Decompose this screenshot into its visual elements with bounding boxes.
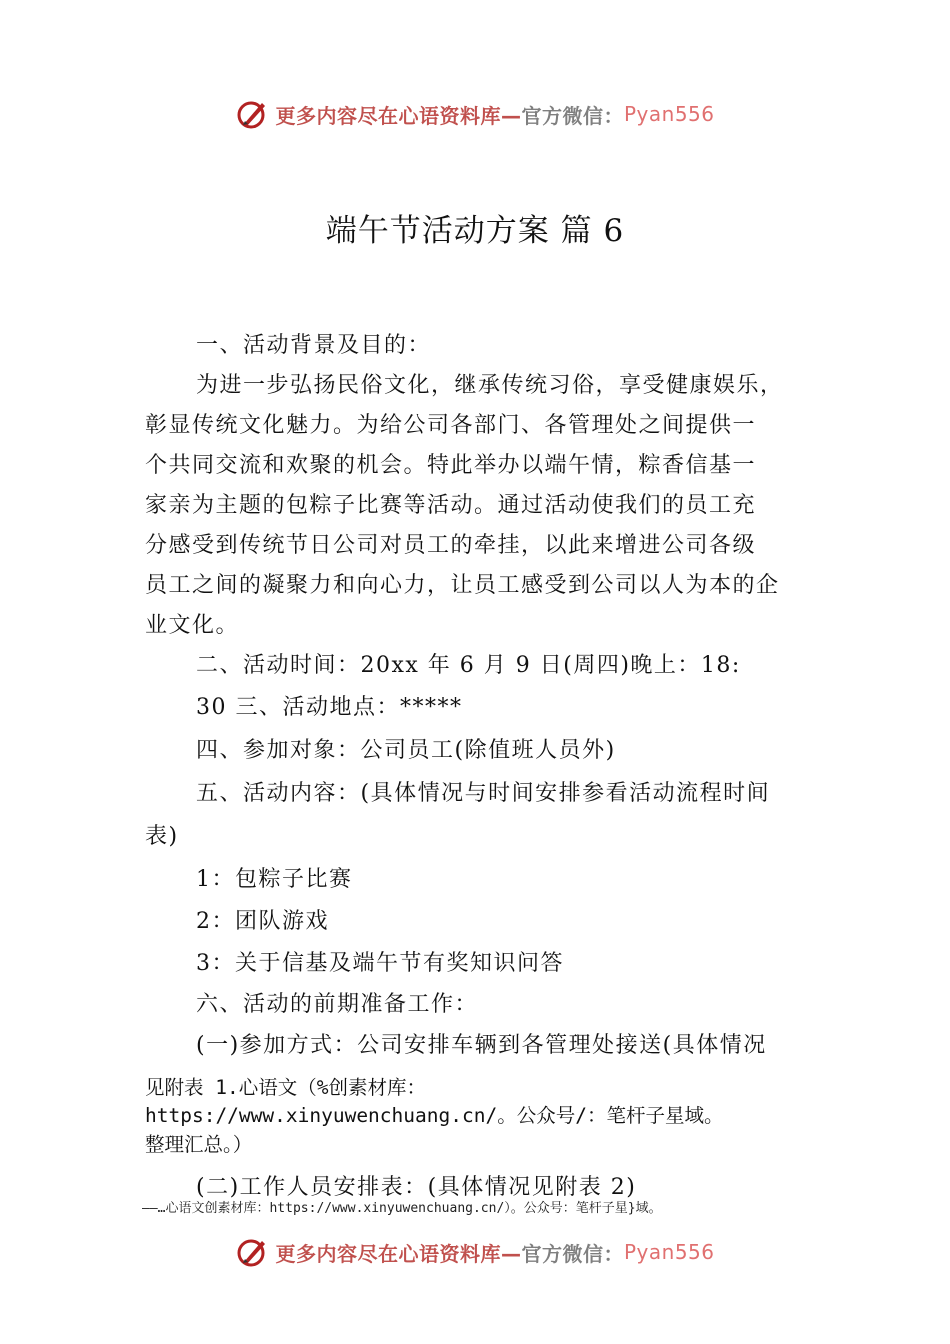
list-item: 2：团队游戏: [196, 909, 329, 934]
pen-logo-icon: [235, 1235, 269, 1269]
banner-wechat-id: Pyan556: [623, 1240, 715, 1264]
banner-gray-text: 官方微信：: [521, 103, 624, 128]
participants: 四、参加对象：公司员工(除值班人员外): [196, 738, 616, 763]
paragraph-line: 业文化。: [145, 613, 240, 638]
paragraph-line: 分感受到传统节日公司对员工的牵挂，以此来增进公司各级: [145, 533, 757, 558]
paragraph-line: (一)参加方式：公司安排车辆到各管理处接送(具体情况: [196, 1033, 767, 1058]
paragraph-line: 员工之间的凝聚力和向心力，让员工感受到公司以人为本的企: [145, 573, 780, 598]
section-heading: 一、活动背景及目的：: [196, 333, 432, 358]
banner-wechat-id: Pyan556: [623, 102, 715, 126]
page-title: 端午节活动方案 篇 6: [325, 213, 625, 249]
header-banner: [0, 94, 950, 134]
activity-content: 五、活动内容：(具体情况与时间安排参看活动流程时间: [196, 781, 771, 806]
paragraph-line: 整理汇总。）: [145, 1133, 253, 1156]
paragraph-line: 见附表 1.心语文（%创素材库：: [145, 1076, 426, 1099]
activity-time: 二、活动时间：20xx 年 6 月 9 日(周四)晚上：18:: [196, 653, 741, 678]
footer-note: ——…心语文创素材库：https://www.xinyuwenchuang.cn/）。公众号：笔杆子星}域。: [142, 1201, 662, 1216]
pen-logo-icon: [235, 97, 269, 131]
paragraph-line: 个共同交流和欢聚的机会。特此举办以端午情，粽香信基一: [145, 453, 757, 478]
banner-gray-text: 官方微信：: [521, 1241, 624, 1266]
paragraph-line: 表): [145, 824, 179, 849]
section-heading: 六、活动的前期准备工作：: [196, 992, 479, 1017]
banner-red-text: 更多内容尽在心语资料库—: [275, 103, 522, 128]
list-item: 3：关于信基及端午节有奖知识问答: [196, 951, 564, 976]
activity-location: 30 三、活动地点：*****: [196, 695, 463, 720]
paragraph-line: 为进一步弘扬民俗文化，继承传统习俗，享受健康娱乐，: [196, 373, 784, 398]
source-url-line: https://www.xinyuwenchuang.cn/。公众号/：笔杆子星域。: [145, 1104, 724, 1127]
list-item: 1：包粽子比赛: [196, 867, 353, 892]
banner-red-text: 更多内容尽在心语资料库—: [275, 1241, 522, 1266]
footer-banner: [0, 1232, 950, 1272]
paragraph-line: 彰显传统文化魅力。为给公司各部门、各管理处之间提供一: [145, 413, 757, 438]
staff-arrangement: (二)工作人员安排表：(具体情况见附表 2): [196, 1175, 637, 1200]
paragraph-line: 家亲为主题的包粽子比赛等活动。通过活动使我们的员工充: [145, 493, 757, 518]
